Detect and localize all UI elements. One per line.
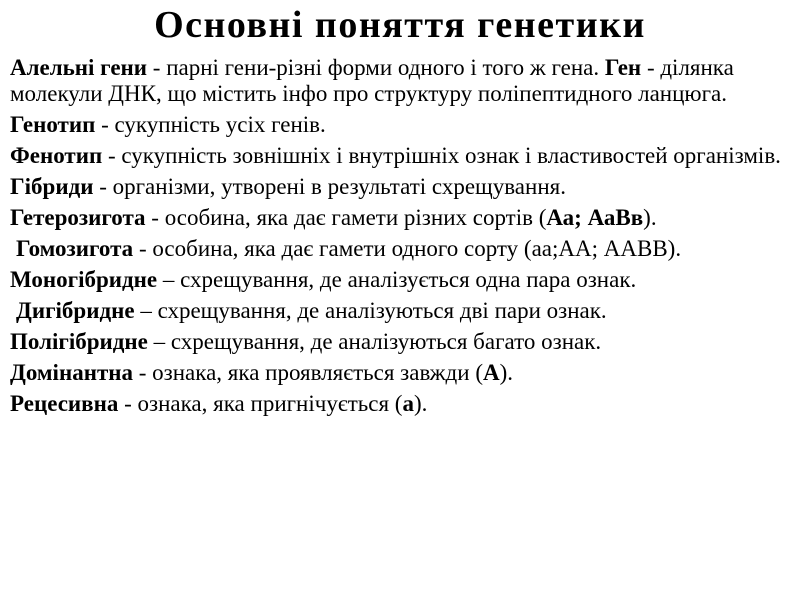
definition-text: – схрещування, де аналізується одна пара ознак.	[157, 266, 637, 292]
definition-genotype	[10, 112, 795, 138]
definition-text: - особина, яка дає гамети різних сортів (	[145, 204, 547, 230]
definition-text: – схрещування, де аналізуються багато ознак.	[147, 328, 602, 354]
definition-text: - ділянка молекули ДНК, що містить інфо про структуру поліпептидного ланцюга.	[10, 55, 734, 106]
allele-example: а	[402, 390, 414, 416]
definition-alleles	[10, 55, 795, 106]
term-monohybrid: Моногібридне	[10, 266, 158, 292]
genotype-example: Аа; АаВв	[546, 204, 644, 230]
definition-recessive	[10, 391, 795, 417]
definition-polyhybrid	[10, 329, 795, 355]
definition-text: - сукупність усіх генів.	[95, 111, 326, 137]
term-gene: Ген	[604, 55, 642, 80]
definition-text: - особина, яка дає гамети одного сорту (аа;АА; ААВВ).	[133, 235, 682, 261]
definition-end: ).	[643, 204, 657, 230]
definition-homozygote	[10, 236, 795, 262]
term-dihybrid: Дигібридне	[16, 297, 135, 323]
term-polyhybrid: Полігібридне	[10, 328, 148, 354]
term-hybrids: Гібриди	[10, 173, 94, 199]
definition-text: - парні гени-різні форми одного і того ж гена.	[147, 55, 605, 80]
definition-text: - ознака, яка проявляється завжди (	[133, 359, 483, 385]
definition-dominant	[10, 360, 795, 386]
term-phenotype: Фенотип	[10, 142, 103, 168]
definition-dihybrid	[10, 298, 795, 324]
definition-text: - ознака, яка пригнічується (	[118, 390, 403, 416]
definition-text: - сукупність зовнішніх і внутрішніх ознак і властивостей організмів.	[102, 142, 781, 168]
definition-hybrids	[10, 174, 795, 200]
definition-text: - організми, утворені в результаті схрещування.	[93, 173, 566, 199]
term-alleles: Алельні гени	[10, 55, 148, 80]
definition-heterozygote	[10, 205, 795, 231]
definitions-list	[10, 55, 795, 422]
term-dominant: Домінантна	[10, 359, 133, 385]
term-recessive: Рецесивна	[10, 390, 119, 416]
definition-text: – схрещування, де аналізуються дві пари ознак.	[134, 297, 607, 323]
allele-example: А	[482, 359, 500, 385]
definition-end: ).	[413, 390, 428, 416]
definition-phenotype	[10, 143, 795, 169]
definition-monohybrid	[10, 267, 795, 293]
page-title: Основні поняття генетики	[154, 4, 646, 46]
term-heterozygote: Гетерозигота	[10, 204, 146, 230]
term-homozygote: Гомозигота	[16, 235, 134, 261]
term-genotype: Генотип	[10, 111, 96, 137]
definition-end: ).	[499, 359, 514, 385]
